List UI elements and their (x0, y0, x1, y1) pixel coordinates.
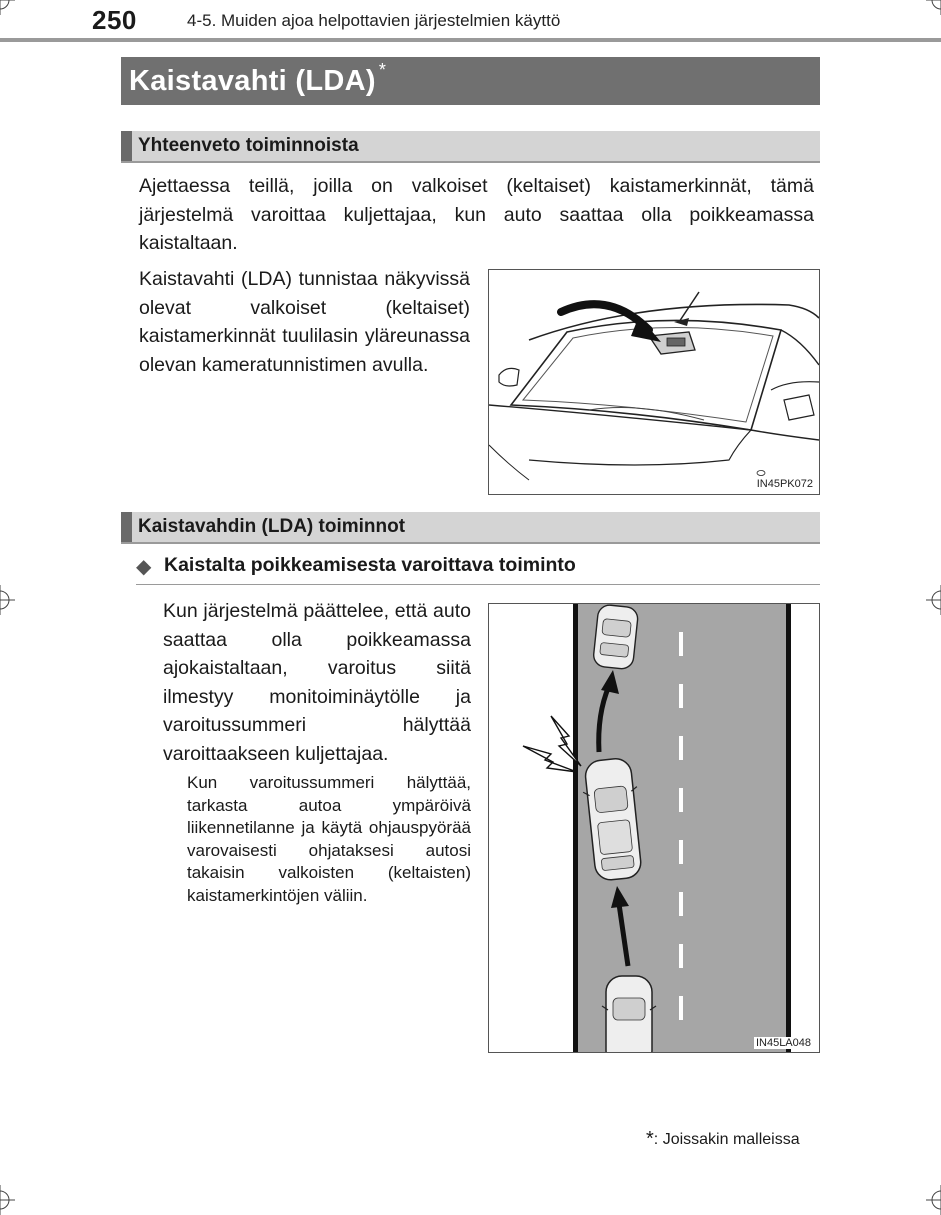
registration-mark-bottom-left (0, 1185, 15, 1215)
warning-paragraph: Kun järjestelmä päättelee, että auto saattaa olla poikkeamassa ajokaistaltaan, varoitus siitä ilmestyy monitoiminäytölle ja varoitussummeri hälyttää varoittaakseen kuljettajaa. (163, 600, 471, 765)
figure-lane-departure (488, 603, 820, 1053)
footnote-text: : Joissakin malleissa (653, 1131, 800, 1148)
header-rule (0, 38, 941, 42)
lightning-icon (523, 716, 581, 772)
windshield-illustration (489, 270, 819, 494)
footnote-asterisk: * (646, 1128, 654, 1150)
figure-windshield-camera (488, 269, 820, 495)
page-title-bar (121, 57, 820, 105)
title-asterisk: * (378, 60, 386, 80)
diamond-icon: ◆ (136, 556, 152, 578)
section-marker (121, 131, 132, 161)
section-heading-functions (121, 512, 820, 544)
lane-illustration (489, 604, 819, 1052)
note-paragraph: Kun varoitussummeri hälyttää, tarkasta autoa ympäröivä liikennetilanne ja käytä ohjauspyörää varovaisesti ohjataksesi autosi takaisin valkoisten (keltaisten) kaistamerkintöjen väliin. (187, 773, 471, 905)
footnote (646, 1128, 800, 1151)
summary-paragraph: Ajettaessa teillä, joilla on valkoiset (keltaiset) kaistamerkinnät, tämä järjestelmä varoittaa kuljettajaa, kun auto saattaa olla poikkeamassa kaistaltaan. (139, 175, 814, 254)
chapter-header: 4-5. Muiden ajoa helpottavien järjestelmien käyttö (187, 11, 561, 30)
figure-code: IN45PK072 (756, 478, 813, 490)
registration-mark-bottom-right (926, 1185, 941, 1215)
figure-code: IN45LA048 (755, 1037, 811, 1049)
section-marker (121, 512, 132, 542)
page-title: Kaistavahti (LDA) (129, 65, 376, 97)
registration-mark-mid-left (0, 585, 15, 615)
section-heading-label: Kaistavahdin (LDA) toiminnot (138, 516, 406, 537)
page-number: 250 (92, 5, 137, 35)
registration-mark-top-right (926, 0, 941, 15)
registration-mark-top-left (0, 0, 15, 15)
subsection-heading (136, 552, 820, 585)
camera-paragraph: Kaistavahti (LDA) tunnistaa näkyvissä olevat valkoiset (keltaiset) kaistamerkinnät tuulilasin yläreunassa olevan kameratunnistimen avulla. (139, 268, 470, 376)
section-heading-summary (121, 131, 820, 163)
subsection-heading-label: Kaistalta poikkeamisesta varoittava toiminto (164, 554, 576, 576)
section-heading-label: Yhteenveto toiminnoista (138, 135, 359, 156)
registration-mark-mid-right (926, 585, 941, 615)
